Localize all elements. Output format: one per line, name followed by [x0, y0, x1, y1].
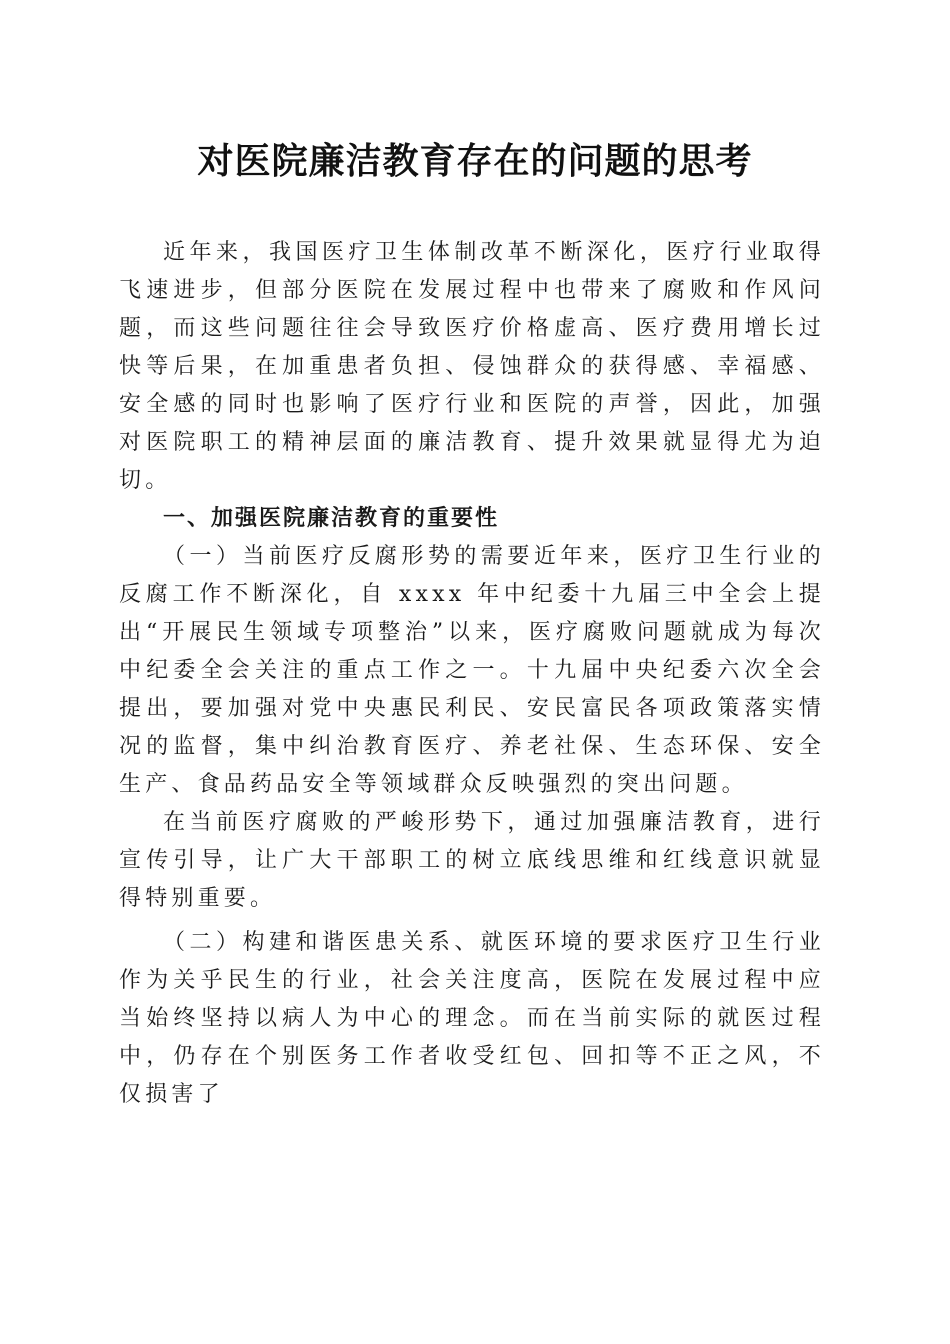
document-title: 对医院廉洁教育存在的问题的思考	[197, 140, 753, 182]
section-item-2: （二）构建和谐医患关系、就医环境的要求医疗卫生行业作为关乎民生的行业，社会关注度高，医院在发展过程中应当始终坚持以病人为中心的理念。而在当前实际的就医过程中，仍存在个别医务工作者收受红包、回扣等不正之风，不仅损害了	[119, 930, 825, 1107]
section-item-1-followup: 在当前医疗腐败的严峻形势下，通过加强廉洁教育，进行宣传引导，让广大干部职工的树立底线思维和红线意识就显得特别重要。	[119, 810, 825, 911]
intro-paragraph: 近年来，我国医疗卫生体制改革不断深化，医疗行业取得飞速进步，但部分医院在发展过程中也带来了腐败和作风问题，而这些问题往往会导致医疗价格虚高、医疗费用增长过快等后果，在加重患者负担、侵蚀群众的获得感、幸福感、安全感的同时也影响了医疗行业和医院的声誉，因此，加强对医院职工的精神层面的廉洁教育、提升效果就显得尤为迫切。	[119, 240, 825, 493]
document-body	[119, 234, 825, 1114]
section-item-1: （一）当前医疗反腐形势的需要近年来，医疗卫生行业的反腐工作不断深化，自 xxxx 年中纪委十九届三中全会上提出“开展民生领域专项整治”以来，医疗腐败问题就成为每次中纪委全会关注的重点工作之一。十九届中央纪委六次全会提出，要加强对党中央惠民利民、安民富民各项政策落实情况的监督，集中纠治教育医疗、养老社保、生态环保、安全生产、食品药品安全等领域群众反映强烈的突出问题。	[119, 544, 825, 797]
section-heading: 一、加强医院廉洁教育的重要性	[163, 506, 500, 531]
